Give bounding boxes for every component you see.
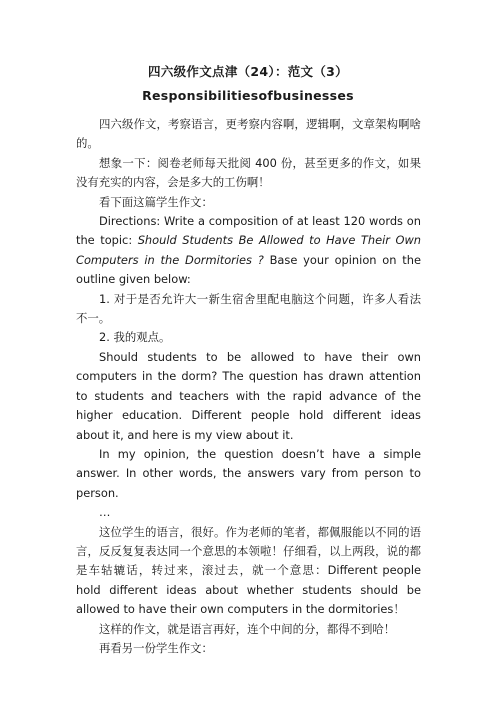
paragraph-verdict: 这样的作文，就是语言再好，连个中间的分，都得不到哈！ [99,621,396,636]
directions-topic: Should Students Be Allowed to Have Their Own Computers in the Dormitories ? [76,233,421,267]
paragraph-next: 再看另一份学生作文： [99,640,213,655]
ellipsis: … [99,505,111,520]
paragraph-intro: 四六级作文，考察语言，更考察内容啊，逻辑啊，文章架构啊啥的。 [76,117,421,151]
outline-item-1: 1. 对于是否允许大一新生宿舍里配电脑这个问题，许多人看法不一。 [76,291,421,326]
essay-paragraph-2: In my opinion, the question doesn’t have a simple answer. In other words, the answers vary from person to person. [76,446,421,500]
paragraph-imagine: 想象一下：阅卷老师每天批阅 400 份，甚至更多的作文，如果没有充实的内容，会是多大的工伤啊！ [76,155,421,190]
page-title: 四六级作文点津（24）：范文（3） [148,64,348,79]
directions-text: Directions: Write a composition of at least 120 words on the topic: [76,214,421,248]
page-subtitle: Responsibilitiesofbusinesses [142,88,354,103]
essay-paragraph-1: Should students to be allowed to have their own computers in the dorm? The question has drawn attention to students and teachers with the rapid advance of the higher education. Different people hold different ideas about it, and here is my view about it. [76,349,421,442]
article-body [76,115,421,658]
paragraph-lead: 看下面这篇学生作文： [99,194,213,209]
paragraph-comment: 这位学生的语言，很好。作为老师的笔者，都佩服能以不同的语言，反反复复表达同一个意思的本领啦！仔细看，以上两段，说的都是车轱辘话，转过来，滚过去，就一个意思：Different people hold different ideas about whether students should be allowed to have their own computers in the dormitories！ [76,524,421,617]
directions-tail: Base your opinion on the outline given below: [76,252,421,287]
paragraph-directions [76,212,421,290]
outline-item-2: 2. 我的观点。 [99,330,171,345]
